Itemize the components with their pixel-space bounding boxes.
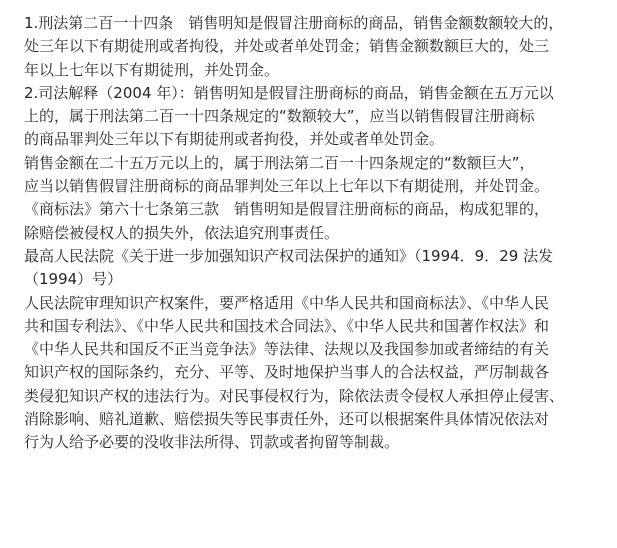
text-line: 共和国专利法》、《中华人民共和国技术合同法》、《中华人民共和国著作权法》和 — [24, 316, 550, 335]
text-line: 《中华人民共和国反不正当竞争法》等法律、法规以及我国参加或者缔结的有关 — [24, 340, 550, 359]
text-line: 1.刑法第二百一十四条 销售明知是假冒注册商标的商品，销售金额数额较大的， — [24, 14, 564, 32]
text-line: 的商品罪判处三年以下有期徒刑或者拘役，并处或者单处罚金。 — [24, 130, 445, 149]
text-line: 最高人民法院《关于进一步加强知识产权司法保护的通知》（1994．9．29 法发 — [24, 246, 554, 265]
text-line: 人民法院审理知识产权案件，要严格适用《中华人民共和国商标法》、《中华人民 — [24, 293, 550, 312]
text-line: 销售金额在二十五万元以上的，属于刑法第二百一十四条规定的“数额巨大”， — [24, 153, 535, 172]
text-line: 2.司法解释（2004 年）：销售明知是假冒注册商标的商品，销售金额在五万元以 — [24, 83, 554, 102]
text-line: 上的，属于刑法第二百一十四条规定的“数额较大”，应当以销售假冒注册商标 — [24, 107, 535, 126]
text-line: 处三年以下有期徒刑或者拘役，并处或者单处罚金；销售金额数额巨大的，处三 — [24, 37, 550, 56]
document-text — [24, 12, 593, 455]
text-line: 类侵犯知识产权的违法行为。对民事侵权行为，除依法责令侵权人承担停止侵害、 — [24, 386, 565, 405]
text-line: 应当以销售假冒注册商标的商品罪判处三年以上七年以下有期徒刑，并处罚金。 — [24, 177, 550, 196]
text-line: 除赔偿被侵权人的损失外，依法追究刑事责任。 — [24, 223, 340, 242]
text-line: 消除影响、赔礼道歉、赔偿损失等民事责任外，还可以根据案件具体情况依法对 — [24, 410, 550, 429]
text-line: 《商标法》第六十七条第三款 销售明知是假冒注册商标的商品，构成犯罪的， — [24, 200, 550, 219]
text-line: 行为人给予必要的没收非法所得、罚款或者拘留等制裁。 — [24, 433, 400, 452]
text-line: 知识产权的国际条约，充分、平等、及时地保护当事人的合法权益，严厉制裁各 — [24, 363, 550, 382]
text-line: （1994）号） — [24, 270, 123, 289]
text-line: 年以上七年以下有期徒刑，并处罚金。 — [24, 60, 280, 79]
